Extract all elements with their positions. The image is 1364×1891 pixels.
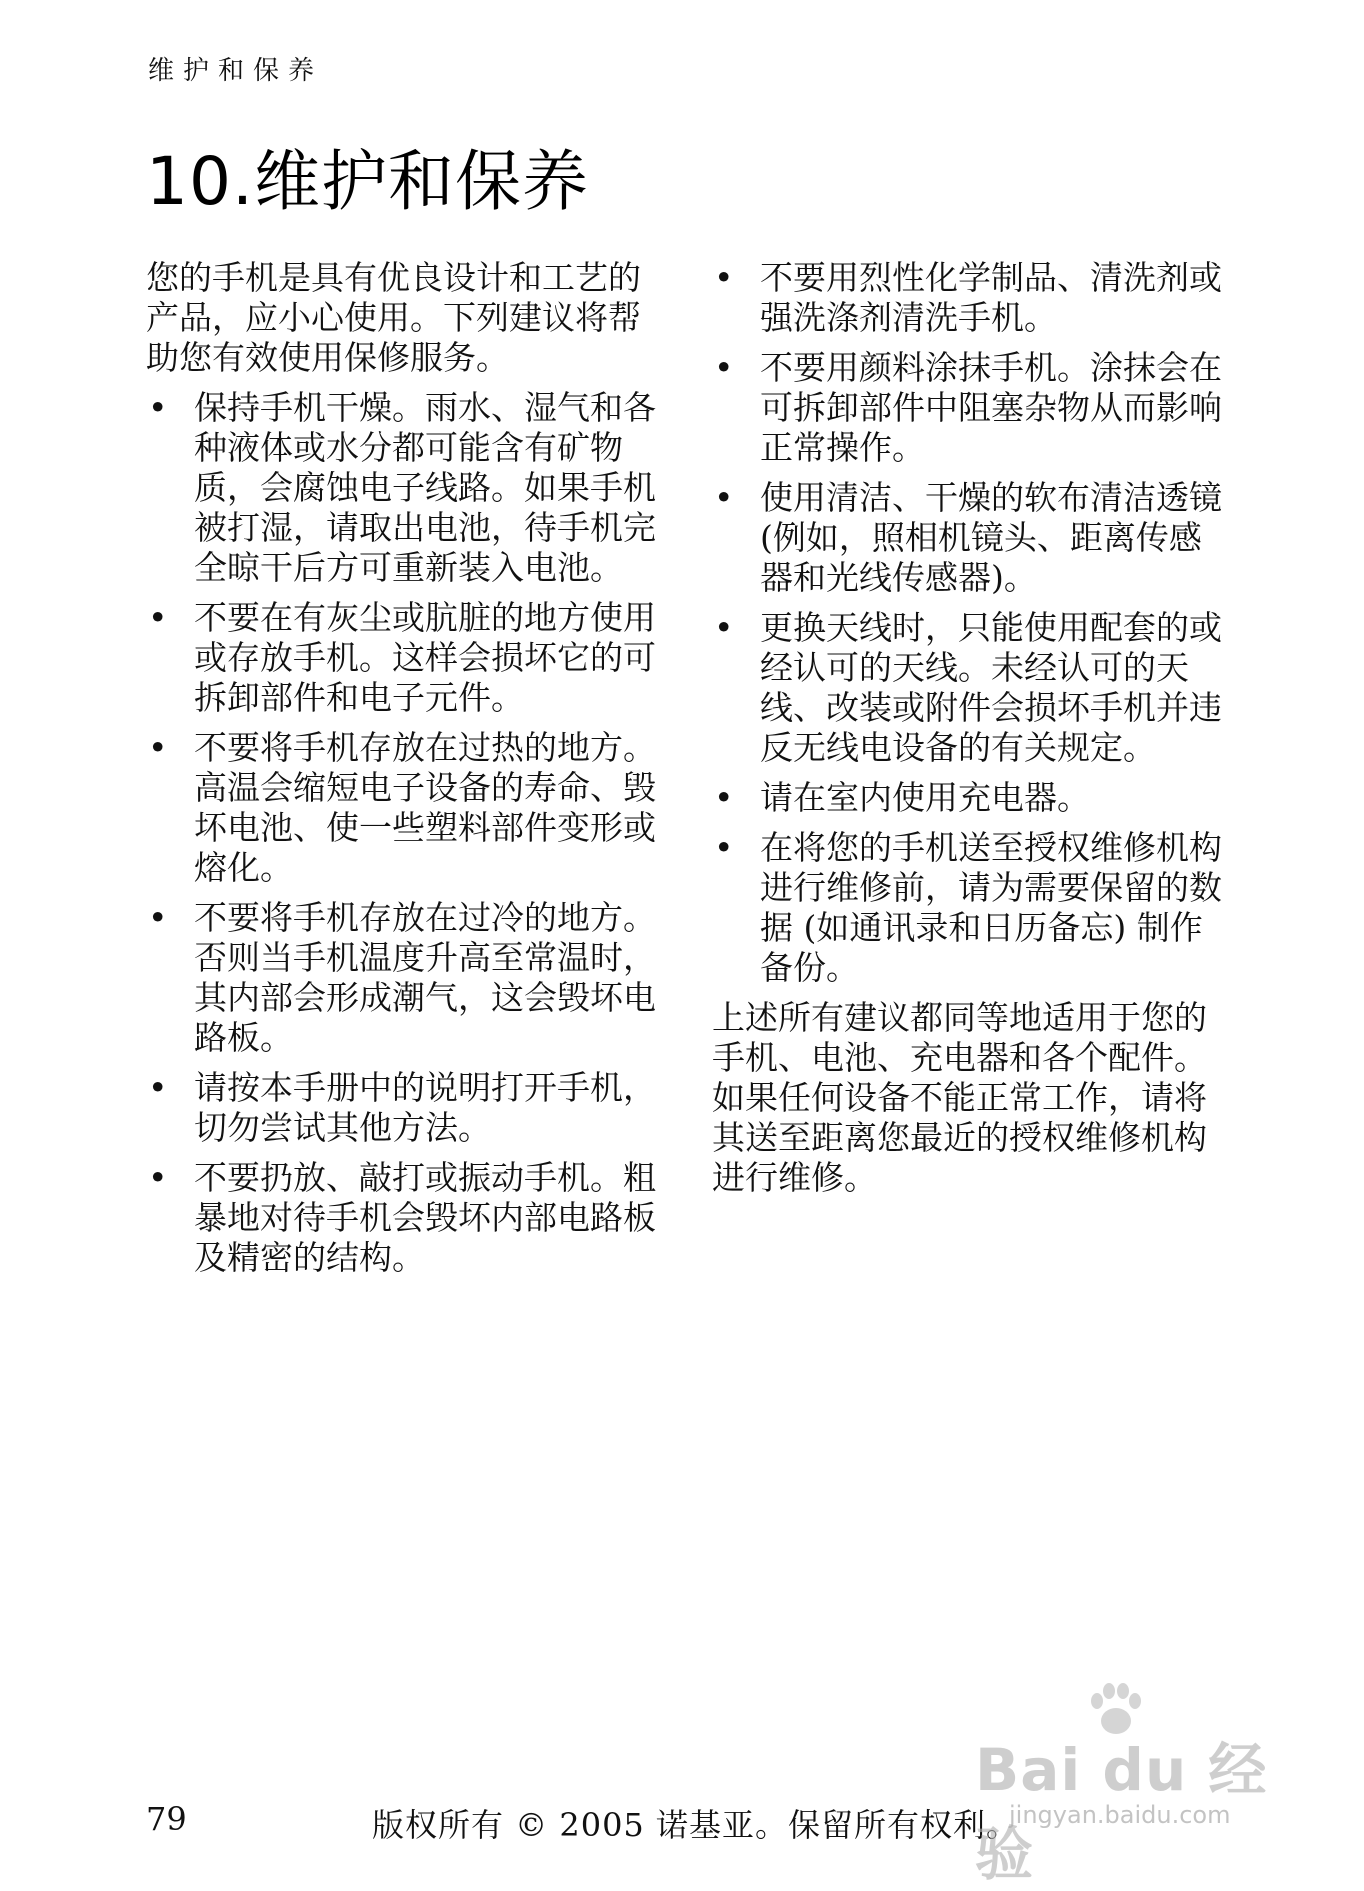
list-item-text: 不要扔放、敲打或振动手机。粗暴地对待手机会毁坏内部电路板及精密的结构。 (194, 1158, 656, 1277)
list-item (146, 388, 666, 588)
bullet-icon: • (714, 348, 734, 387)
left-column (146, 258, 666, 1288)
page-number: 79 (146, 1800, 187, 1838)
bullet-icon: • (148, 728, 168, 767)
list-item (146, 898, 666, 1058)
right-bullet-list (712, 258, 1232, 988)
list-item-text: 使用清洁、干燥的软布清洁透镜 (例如，照相机镜头、距离传感器和光线传感器)。 (760, 478, 1222, 597)
right-column (712, 258, 1232, 1208)
bullet-icon: • (148, 898, 168, 937)
copyright-notice: 版权所有 © 2005 诺基亚。保留所有权利。 (372, 1806, 1019, 1844)
bullet-icon: • (148, 598, 168, 637)
list-item-text: 不要用烈性化学制品、清洗剂或强洗涤剂清洗手机。 (760, 258, 1222, 337)
bullet-icon: • (714, 478, 734, 517)
list-item-text: 请在室内使用充电器。 (760, 778, 1090, 817)
list-item-text: 不要将手机存放在过热的地方。高温会缩短电子设备的寿命、毁坏电池、使一些塑料部件变形或熔化。 (194, 728, 656, 887)
list-item (712, 828, 1232, 988)
bullet-icon: • (148, 1158, 168, 1197)
list-item (712, 348, 1232, 468)
list-item (146, 728, 666, 888)
list-item (712, 258, 1232, 338)
intro-paragraph: 您的手机是具有优良设计和工艺的产品，应小心使用。下列建议将帮助您有效使用保修服务。 (146, 258, 641, 377)
list-item-text: 更换天线时，只能使用配套的或经认可的天线。未经认可的天线、改装或附件会损坏手机并违反无线电设备的有关规定。 (760, 608, 1222, 767)
baidu-watermark (975, 1683, 1285, 1888)
list-item (146, 598, 666, 718)
list-item-text: 不要在有灰尘或肮脏的地方使用或存放手机。这样会损坏它的可拆卸部件和电子元件。 (194, 598, 656, 717)
left-bullet-list (146, 388, 666, 1278)
list-item-text: 不要将手机存放在过冷的地方。否则当手机温度升高至常温时，其内部会形成潮气，这会毁坏电路板。 (194, 898, 656, 1057)
list-item-text: 不要用颜料涂抹手机。涂抹会在可拆卸部件中阻塞杂物从而影响正常操作。 (760, 348, 1222, 467)
bullet-icon: • (714, 258, 734, 297)
list-item (712, 608, 1232, 768)
watermark-logo: Bai du 经验 (975, 1736, 1268, 1888)
running-header: 维护和保养 (148, 56, 324, 86)
chapter-title: 10.维护和保养 (146, 143, 589, 220)
list-item-text: 在将您的手机送至授权维修机构进行维修前，请为需要保留的数据 (如通讯录和日历备忘) 制作备份。 (760, 828, 1222, 987)
bullet-icon: • (714, 608, 734, 647)
bullet-icon: • (148, 1068, 168, 1107)
list-item (146, 1158, 666, 1278)
list-item (712, 478, 1232, 598)
bullet-icon: • (714, 778, 734, 817)
list-item (712, 778, 1232, 818)
closing-paragraph: 上述所有建议都同等地适用于您的手机、电池、充电器和各个配件。如果任何设备不能正常工作，请将其送至距离您最近的授权维修机构进行维修。 (712, 998, 1207, 1197)
bullet-icon: • (148, 388, 168, 427)
list-item-text: 请按本手册中的说明打开手机，切勿尝试其他方法。 (194, 1068, 656, 1147)
bullet-icon: • (714, 828, 734, 867)
list-item-text: 保持手机干燥。雨水、湿气和各种液体或水分都可能含有矿物质，会腐蚀电子线路。如果手机被打湿，请取出电池，待手机完全晾干后方可重新装入电池。 (194, 388, 656, 587)
list-item (146, 1068, 666, 1148)
watermark-url: jingyan.baidu.com (1009, 1801, 1231, 1829)
